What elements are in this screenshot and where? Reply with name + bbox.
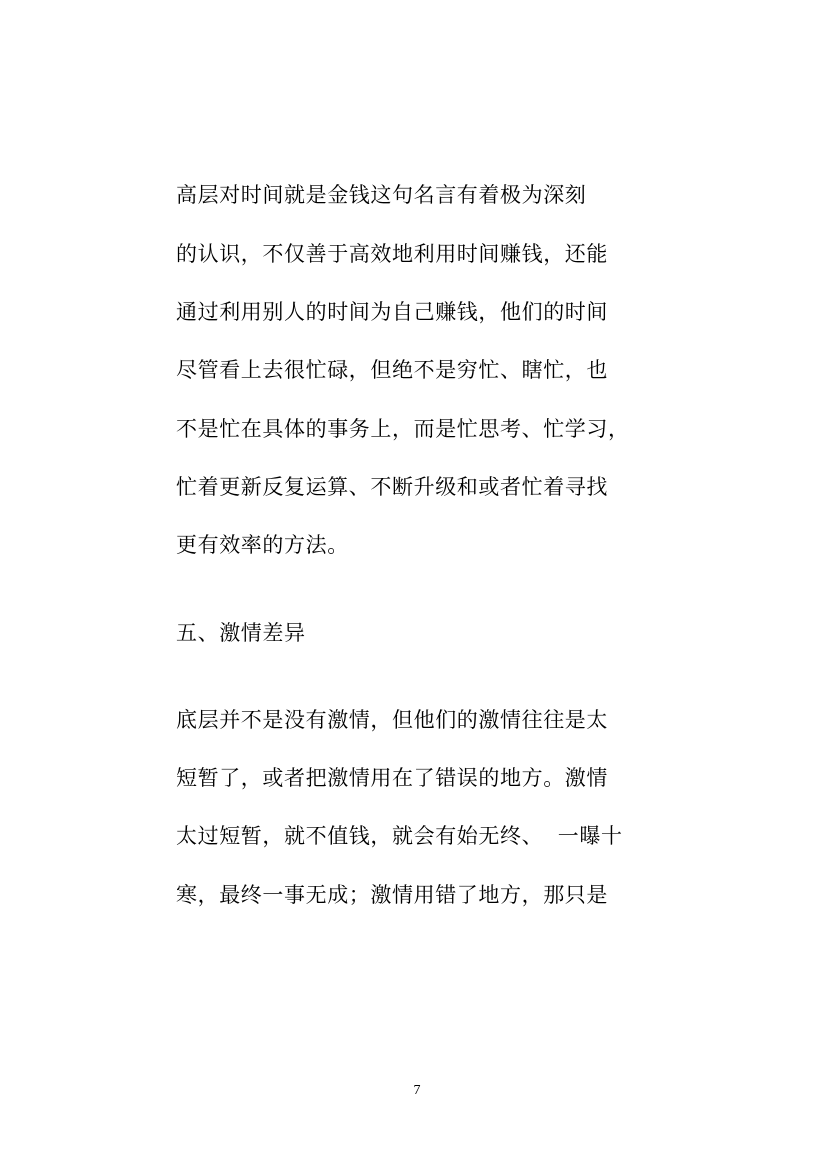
paragraph-1-line-4: 尽管看上去很忙碌，但绝不是穷忙、瞎忙，也 [176,358,608,382]
paragraph-2-line-4: 寒，最终一事无成；激情用错了地方，那只是 [176,883,608,907]
page-number: 7 [413,1083,421,1098]
paragraph-1-line-2: 的认识，不仅善于高效地利用时间赚钱，还能 [176,242,608,266]
paragraph-1-line-6: 忙着更新反复运算、不断升级和或者忙着寻找 [176,475,608,499]
paragraph-1-line-3: 通过利用别人的时间为自己赚钱，他们的时间 [176,300,608,324]
paragraph-2-line-2: 短暂了，或者把激情用在了错误的地方。激情 [176,766,608,790]
paragraph-1-line-5: 不是忙在具体的事务上，而是忙思考、忙学习， [176,417,630,441]
paragraph-1-line-1: 高层对时间就是金钱这句名言有着极为深刻 [176,183,587,207]
paragraph-1-line-7: 更有效率的方法。 [176,533,349,557]
paragraph-2-line-3: 太过短暂，就不值钱，就会有始无终、 一曝十 [176,824,623,848]
section-heading: 五、激情差异 [176,621,306,645]
paragraph-2-line-1: 底层并不是没有激情，但他们的激情往往是太 [176,708,608,732]
